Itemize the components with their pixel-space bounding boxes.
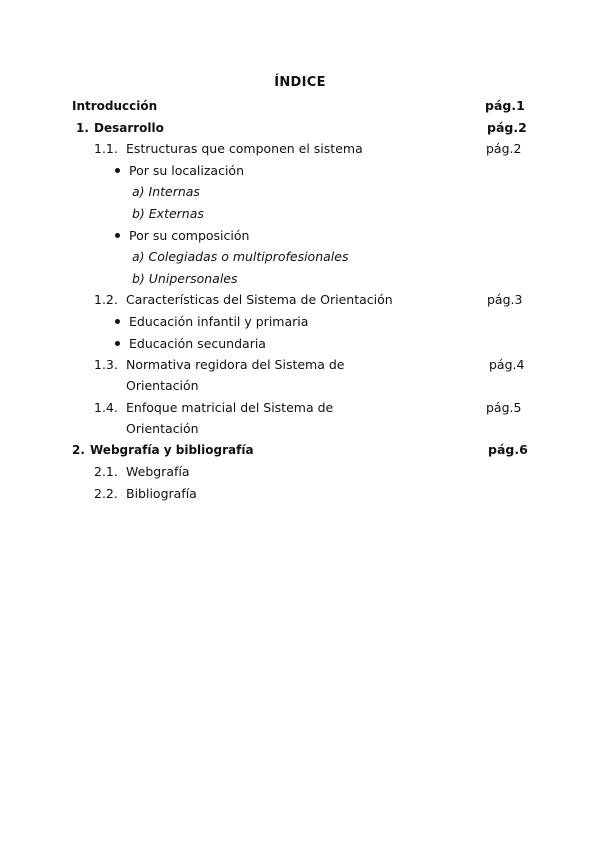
toc-number-1-3: 1.3. xyxy=(94,357,118,372)
toc-entry-introduction: Introducción xyxy=(72,99,158,113)
toc-entry-enfoque-cont: Orientación xyxy=(126,421,199,436)
index-title: ÍNDICE xyxy=(274,75,326,90)
toc-entry-desarrollo: Desarrollo xyxy=(94,121,164,135)
bullet-icon xyxy=(115,168,120,173)
toc-entry-infantil-primaria: Educación infantil y primaria xyxy=(129,314,309,329)
toc-entry-normativa-cont: Orientación xyxy=(126,378,199,393)
bullet-icon xyxy=(115,341,120,346)
toc-page-estructuras: pág.2 xyxy=(486,141,522,156)
toc-entry-externas: b) Externas xyxy=(132,206,204,221)
toc-page-caracteristicas: pág.3 xyxy=(487,292,523,307)
toc-page-desarrollo: pág.2 xyxy=(487,120,527,135)
bullet-icon xyxy=(115,233,120,238)
toc-entry-webgrafia: Webgrafía xyxy=(126,464,190,479)
toc-number-1-2: 1.2. xyxy=(94,292,118,307)
bullet-icon xyxy=(115,319,120,324)
toc-page-introduction: pág.1 xyxy=(485,98,525,113)
toc-entry-normativa: Normativa regidora del Sistema de xyxy=(126,357,345,372)
toc-number-2-2: 2.2. xyxy=(94,486,118,501)
toc-entry-secundaria: Educación secundaria xyxy=(129,336,266,351)
toc-page-normativa: pág.4 xyxy=(489,357,525,372)
toc-page-enfoque: pág.5 xyxy=(486,400,522,415)
toc-number-2: 2. xyxy=(72,443,85,457)
toc-entry-internas: a) Internas xyxy=(132,184,200,199)
toc-entry-webgrafia-bibliografia: Webgrafía y bibliografía xyxy=(90,443,254,457)
toc-entry-composicion: Por su composición xyxy=(129,228,250,243)
toc-entry-enfoque: Enfoque matricial del Sistema de xyxy=(126,400,334,415)
toc-entry-unipersonales: b) Unipersonales xyxy=(132,271,238,286)
toc-number-1-4: 1.4. xyxy=(94,400,118,415)
toc-entry-caracteristicas: Características del Sistema de Orientación xyxy=(126,292,393,307)
toc-number-1: 1. xyxy=(76,121,89,135)
toc-entry-bibliografia: Bibliografía xyxy=(126,486,197,501)
toc-page-webgrafia-bibliografia: pág.6 xyxy=(488,442,528,457)
toc-number-2-1: 2.1. xyxy=(94,464,118,479)
toc-entry-estructuras: Estructuras que componen el sistema xyxy=(126,141,363,156)
toc-entry-localizacion: Por su localización xyxy=(129,163,244,178)
toc-entry-colegiadas: a) Colegiadas o multiprofesionales xyxy=(132,249,349,264)
toc-number-1-1: 1.1. xyxy=(94,141,118,156)
